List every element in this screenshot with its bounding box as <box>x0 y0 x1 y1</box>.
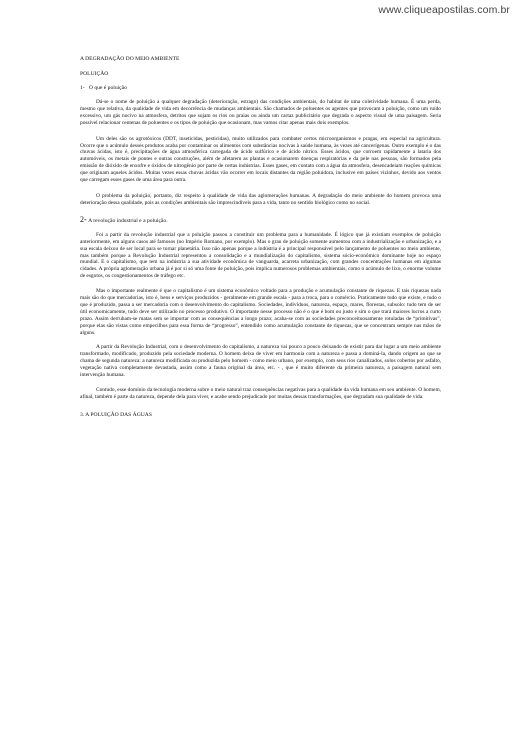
section-heading-aguas: 3. A POLUIÇÃO DAS ÁGUAS <box>80 411 152 418</box>
subsection-number-1: 1- <box>80 85 85 91</box>
section-heading-poluicao: POLUIÇÃO <box>80 71 109 77</box>
paragraph-7: Contudo, esse domínio da tecnologia moderna sobre o meio natural traz consequências negativas para a qualidade da vida humana em seu ambiente. O homem, afinal, também é parte da natureza, depende dela para viver, e acabe sendo prejudicado por muitas dessas transformações, que degradam sua qualidade de vida. <box>80 387 441 400</box>
document-title: A DEGRADAÇÃO DO MEIO AMBIENTE <box>80 56 180 62</box>
paragraph-3: O problema da poluição, portanto, diz respeito à qualidade de vida das aglomerações humanas. A degradação do meio ambiente do homem provoca uma deterioração dessa qualidade, pois as condições ambientais são imprescindíveis para a vida, tanto no sentido biológico como no social. <box>80 192 441 206</box>
site-url[interactable]: www.cliqueapostilas.com.br <box>378 4 510 16</box>
subsection-heading-1 <box>80 85 441 92</box>
paragraph-5: Mas o importante realmente é que o capitalismo é um sistema econômico voltado para a produção e acumulação constante de riquezas. E tais riquezas nada mais são do que mercadorias, isto é, bens e serviços produzidos - geralmente em grande escala - para a troca, para o comércio. Praticamente tudo que existe, e tudo o que é produzido, passa a ser mercadoria com o desenvolvimento do capitalismo. Sociedades, indivíduos, natureza, espaço, mares, florestas, subsolo: tudo tem de ser útil economicamente, tudo deve ser utilizado no processo produtivo. O importante nesse processo não é o que é bom ou justo e sim o que trará maiores lucros a curto prazo. Assim derrubam-se matas sem se importar com as consequências a longo prazo; acaba-se com as sociedades preconceituosamente rotuladas de “primitivas”, porque elas são vistas como empecilhos para essa forma de “progresso”, entendido como acumulação constante de riquezas, que se concentram sempre nas mãos de alguns. <box>80 288 441 336</box>
subsection-number-2: 2- <box>80 214 87 224</box>
subsection-title-1: O que é poluição <box>88 85 127 91</box>
paragraph-6: A partir da Revolução Industrial, com o desenvolvimento do capitalismo, a natureza vai pouco a pouco deixando de existir para dar lugar a um meio ambiente transformado, modificado, produzido pela sociedade moderna. O homem deixa de viver em harmonia com a natureza e passa a dominá-la, dando origem ao que se chama de segunda natureza: a natureza modificada ou produzida pelo homem - como meio urbano, por exemplo, com seus rios canalizados, solos cobertos por asfalto, vegetação nativa completamente devastada, assim como a fauna original da área, etc. - , que é muito diferente da primeira natureza, a paisagem natural sem intervenção humana. <box>80 344 441 379</box>
paragraph-2: Um deles são os agrotóxicos (DDT, inseticidas, pesticidas), muito utilizados para combater certos microorganismos e pragas, em especial na agricultura. Ocorre que o acúmulo desses produtos acaba por contaminar os alimentos com substâncias nocivas à saúde humana, às vezes até cancerígenas. Outro exemplo é o das chuvas ácidas, isto é, precipitações de água atmosférica carregada de ácido sulfúrico e de ácido nítrico. Esses ácidos, que corroem rapidamente a lataria dos automóveis, os metais de pontes e outras construções, além de afetarem as plantas e ocasionarem doenças respiratórias e da pele nas pessoas, são formados pela emissão de dióxido de enxofre e óxidos de nitrogênio por parte de certas indústrias. Esses gases, em contato com a água da atmosfera, desencadeiam reações químicas que originam aqueles ácidos. Muitas vezes essas chuvas ácidas vão ocorrer em locais distantes da região poluidora, inclusive em países vizinhos, devido aos ventos que carregam esses gases de uma área para outra. <box>80 135 441 184</box>
paragraph-1: Dá-se o nome de poluição a qualquer degradação (deterioração, estrago) das condições ambientais, do habitat de uma coletividade humana. É uma perda, mesmo que relativa, da qualidade de vida em decorrência de mudanças ambientais. São chamados de poluentes os agentes que provocam a poluição, como um ruído excessivo, um gás nocivo na atmosfera, detritos que sujam os rios ou praias ou ainda um cartaz publicitário que degrada o aspecto visual de uma paisagem. Seria possível relacionar centenas de poluentes e os tipos de poluição que ocasionam, mas vamos citar apenas mais dois exemplos. <box>80 99 441 126</box>
paragraph-4: Foi a partir da revolução industrial que a poluição passou a constituir um problema para a humanidade. É lógico que já existiam exemplos de poluição anteriormente, em alguns casos até famosos (no Império Romano, por exemplo). Mas o grau de poluição somente aumentou com a industrialização e urbanização, e a sua escala deixou de ser local para se tornar planetária. Isso não apenas porque a indústria é a principal responsável pelo lançamento de poluentes no meio ambiente, mas também porque a Revolução Industrial representou a consolidação e a mundialização do capitalismo, sistema sócio-econômico dominante hoje no espaço mundial. E o capitalismo, que tem na indústria a sua atividade econômica de vanguarda, acarreta urbanização, com grandes concentrações humanas em algumas cidades. A própria aglomeração urbana já é por si só uma fonte de poluição, pois implica numerosos problemas ambientais, como o acúmulo de lixo, o enorme volume de esgotos, os congestionamentos de tráfego etc. <box>80 231 441 280</box>
document-page <box>80 56 441 419</box>
subsection-title-2: A revolução industrial e a poluição. <box>88 217 168 224</box>
subsection-heading-2 <box>80 216 441 225</box>
